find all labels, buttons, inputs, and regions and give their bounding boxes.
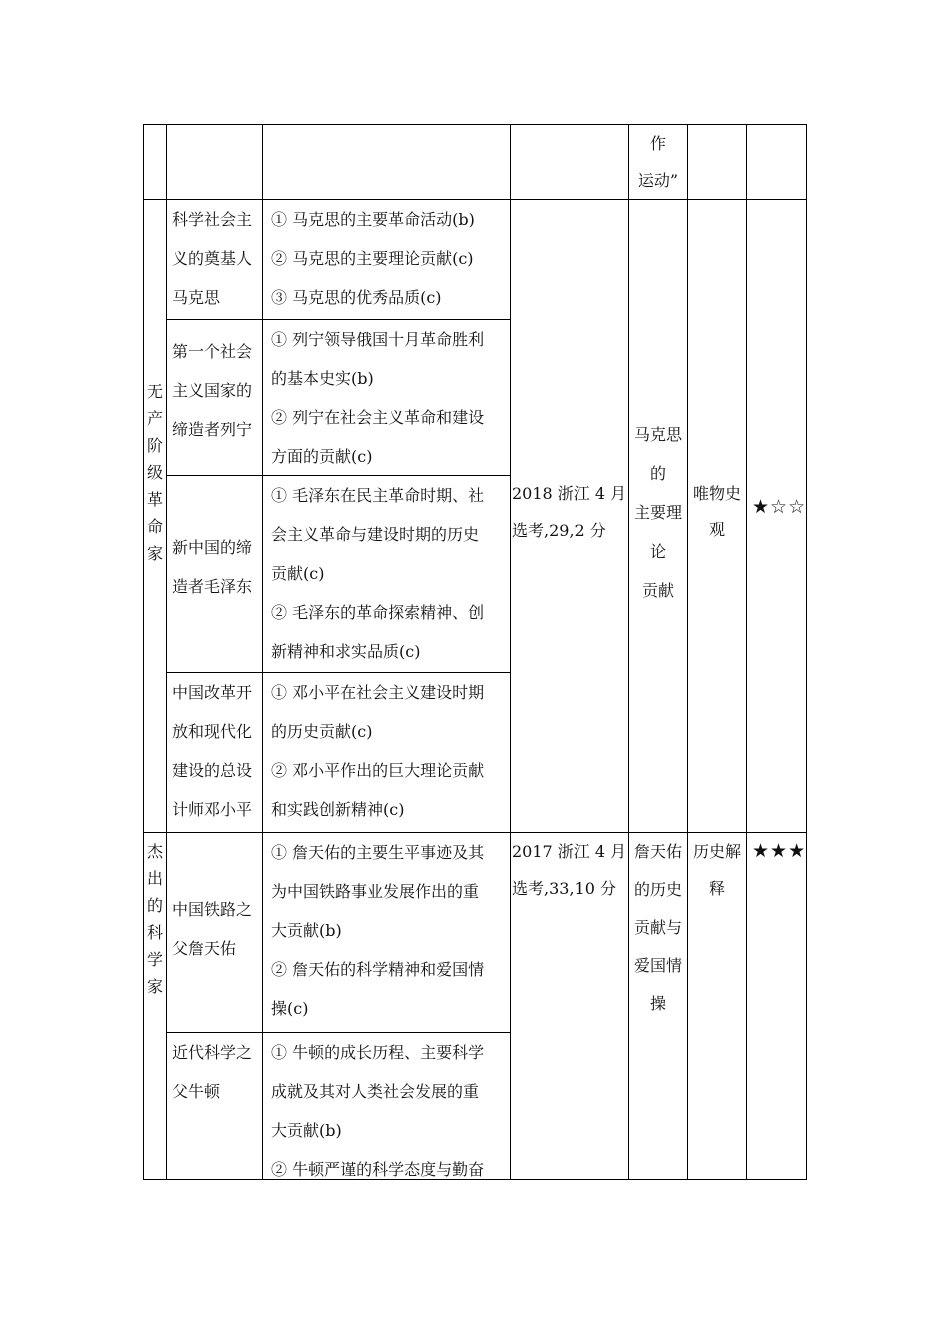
- item-line: 的基本史实(b): [271, 369, 374, 388]
- subject-line: 贡献与: [633, 918, 682, 937]
- exam-line: 2018 浙江 4 月: [512, 484, 627, 503]
- item-line: ① 列宁领导俄国十月革命胜利: [271, 330, 485, 349]
- person-name-line: 放和现代化: [172, 722, 253, 741]
- category-char: 出: [146, 869, 163, 888]
- item-line: 为中国铁路事业发展作出的重: [271, 882, 480, 901]
- person-name-zhan-tianyou: [166, 832, 263, 1033]
- category-char: 革: [146, 490, 163, 509]
- person-name-line: 中国铁路之: [172, 900, 253, 919]
- row0-subject-continued: 运动”: [637, 171, 679, 190]
- person-name-line: 建设的总设: [172, 761, 253, 780]
- item-line: ③ 马克思的优秀品质(c): [271, 288, 442, 307]
- item-line: 会主义革命与建设时期的历史: [271, 525, 480, 544]
- item-line: ① 詹天佑的主要生平事迹及其: [271, 843, 485, 862]
- person-name-mao: [166, 475, 263, 673]
- revolutionaries-exam-cell: [510, 199, 629, 833]
- person-items-lenin: [262, 319, 511, 476]
- person-items-zhan-tianyou: [262, 832, 511, 1033]
- person-name-newton: [166, 1032, 263, 1180]
- subject-line: 主要理: [633, 503, 682, 522]
- item-line: ② 毛泽东的革命探索精神、创: [271, 603, 485, 622]
- item-line: 方面的贡献(c): [271, 447, 373, 466]
- category-char: 杰: [146, 842, 163, 861]
- item-line: ① 马克思的主要革命活动(b): [271, 210, 475, 229]
- row0-subject-cell: [628, 124, 688, 200]
- person-name-line: 父詹天佑: [172, 939, 237, 958]
- row0-exam-cell: [510, 124, 629, 200]
- person-items-newton: [262, 1032, 511, 1180]
- item-line: ② 邓小平作出的巨大理论贡献: [271, 761, 485, 780]
- literacy-line: 观: [708, 520, 725, 539]
- item-line: ② 列宁在社会主义革命和建设: [271, 408, 485, 427]
- item-line: ① 邓小平在社会主义建设时期: [271, 683, 485, 702]
- person-name-deng: [166, 672, 263, 833]
- revolutionaries-subject-cell: [628, 199, 688, 833]
- exam-line: 选考,29,2 分: [512, 521, 606, 540]
- person-name-line: 第一个社会: [172, 342, 253, 361]
- category-char: 无: [146, 382, 163, 401]
- person-name-lenin: [166, 319, 263, 476]
- literacy-line: 释: [708, 879, 725, 898]
- subject-line: 论: [649, 542, 666, 561]
- scientists-literacy-cell: [687, 832, 747, 1180]
- item-line: 的历史贡献(c): [271, 722, 373, 741]
- difficulty-stars: ★☆☆: [752, 496, 807, 518]
- person-name-line: 新中国的缔: [172, 538, 253, 557]
- category-char: 阶: [146, 436, 163, 455]
- row0-subject: 作: [649, 134, 666, 153]
- row0-category-cell: [143, 124, 167, 200]
- literacy-line: 唯物史: [692, 484, 741, 503]
- person-name-marx: [166, 199, 263, 320]
- person-name-line: 中国改革开: [172, 683, 253, 702]
- item-line: ② 马克思的主要理论贡献(c): [271, 249, 474, 268]
- person-name-line: 主义国家的: [172, 381, 253, 400]
- row0-name-cell: [166, 124, 263, 200]
- person-name-line: 造者毛泽东: [172, 577, 253, 596]
- difficulty-stars: ★★★: [752, 840, 807, 862]
- item-line: 操(c): [271, 999, 309, 1018]
- row0-items-cell: [262, 124, 511, 200]
- subject-line: 爱国情: [633, 956, 682, 975]
- item-line: ① 牛顿的成长历程、主要科学: [271, 1043, 485, 1062]
- person-name-line: 科学社会主: [172, 210, 253, 229]
- item-line: ② 詹天佑的科学精神和爱国情: [271, 960, 485, 979]
- category-char: 学: [146, 950, 163, 969]
- exam-line: 选考,33,10 分: [512, 879, 616, 898]
- item-line: ① 毛泽东在民主革命时期、社: [271, 486, 485, 505]
- person-items-mao: [262, 475, 511, 673]
- person-name-line: 父牛顿: [172, 1082, 221, 1101]
- revolutionaries-stars-cell: [746, 199, 807, 833]
- category-char: 的: [146, 896, 163, 915]
- item-line: ② 牛顿严谨的科学态度与勤奋: [271, 1160, 485, 1179]
- item-line: 成就及其对人类社会发展的重: [271, 1082, 480, 1101]
- scientists-stars-cell: [746, 832, 807, 1180]
- category-char: 科: [146, 923, 163, 942]
- row0-stars-cell: [746, 124, 807, 200]
- category-char: 家: [146, 544, 163, 563]
- scientists-category-cell: [143, 832, 167, 1180]
- category-char: 产: [146, 409, 163, 428]
- person-items-marx: [262, 199, 511, 320]
- subject-line: 詹天佑: [633, 842, 682, 861]
- person-name-line: 计师邓小平: [172, 800, 253, 819]
- exam-line: 2017 浙江 4 月: [512, 842, 627, 861]
- item-line: 新精神和求实品质(c): [271, 642, 421, 661]
- revolutionaries-literacy-cell: [687, 199, 747, 833]
- subject-line: 马克思: [633, 425, 682, 444]
- person-name-line: 马克思: [172, 288, 221, 307]
- category-char: 命: [146, 517, 163, 536]
- item-line: 贡献(c): [271, 564, 325, 583]
- subject-line: 的历史: [633, 880, 682, 899]
- item-line: 和实践创新精神(c): [271, 800, 405, 819]
- category-char: 级: [146, 463, 163, 482]
- subject-line: 操: [649, 994, 666, 1013]
- person-name-line: 义的奠基人: [172, 249, 253, 268]
- person-name-line: 缔造者列宁: [172, 420, 253, 439]
- scientists-exam-cell: [510, 832, 629, 1180]
- scientists-subject-cell: [628, 832, 688, 1180]
- subject-line: 贡献: [641, 581, 674, 600]
- revolutionaries-category-cell: [143, 199, 167, 833]
- item-line: 大贡献(b): [271, 1121, 342, 1140]
- subject-line: 的: [649, 464, 666, 483]
- category-char: 家: [146, 977, 163, 996]
- item-line: 大贡献(b): [271, 921, 342, 940]
- row0-literacy-cell: [687, 124, 747, 200]
- person-name-line: 近代科学之: [172, 1043, 253, 1062]
- literacy-line: 历史解: [692, 842, 741, 861]
- person-items-deng: [262, 672, 511, 833]
